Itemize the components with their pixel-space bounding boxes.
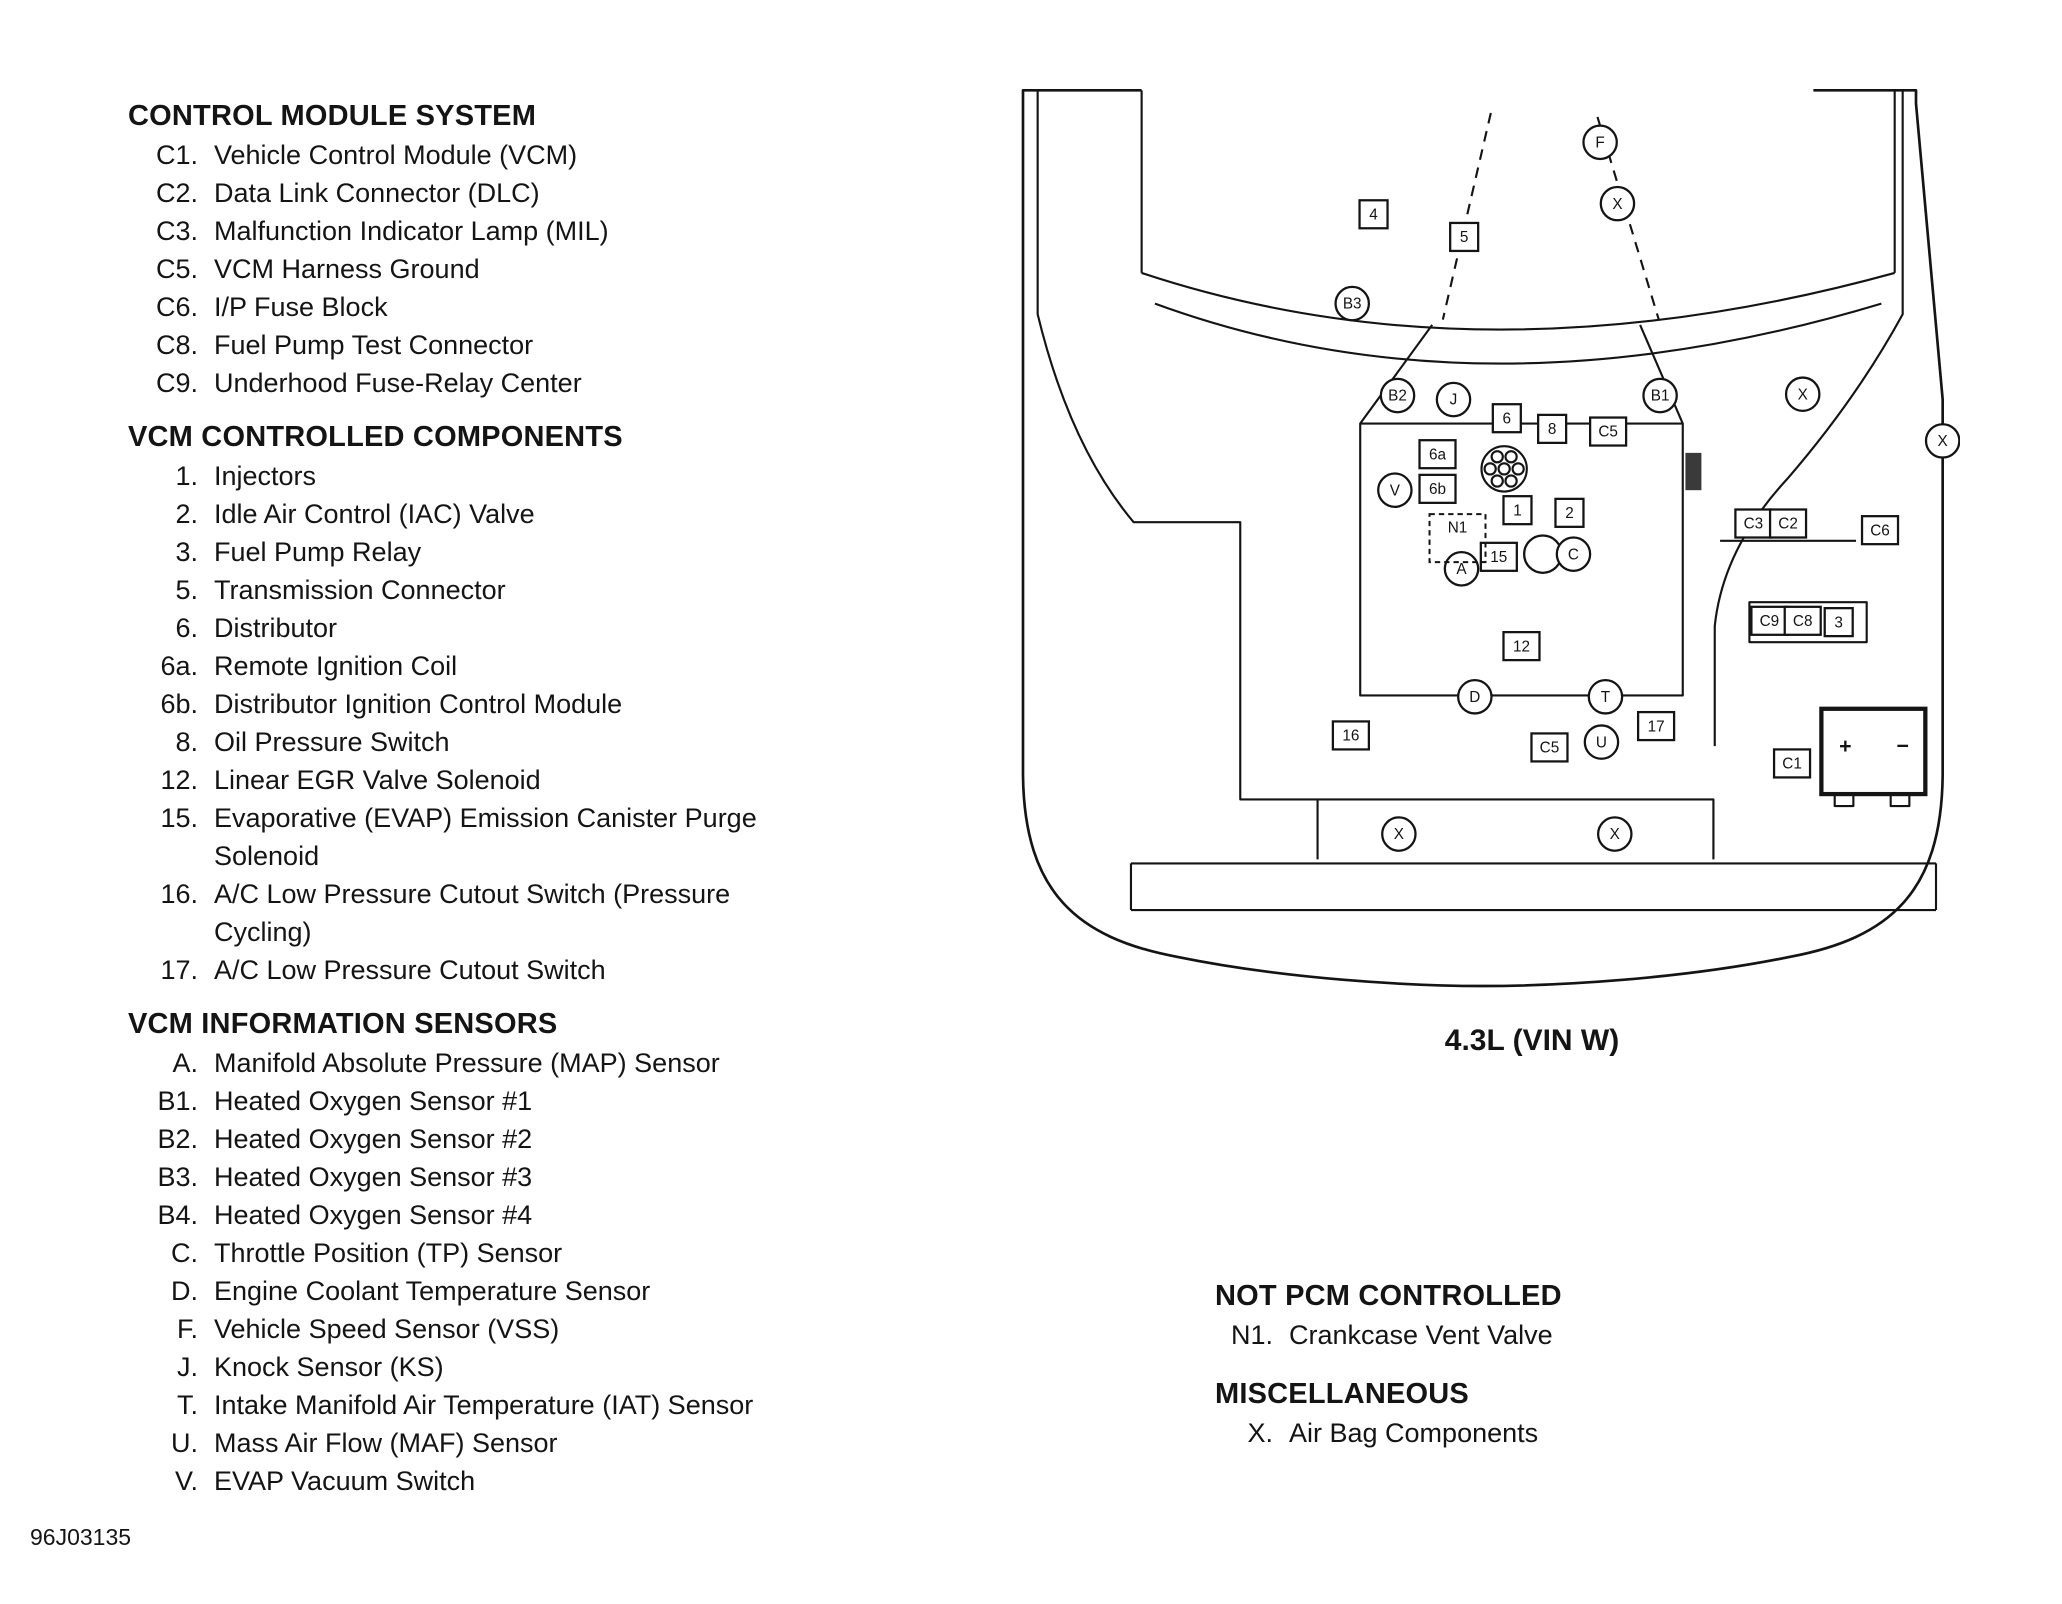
legend-item (1215, 1414, 1915, 1452)
callout-label: C1 (1782, 755, 1802, 773)
legend-item (128, 1348, 918, 1386)
battery-plus-terminal: + (1839, 734, 1852, 759)
item-label: B3. (157, 1162, 198, 1192)
item-label: C9. (155, 368, 198, 398)
legend-item (128, 1234, 918, 1272)
item-label: A. (172, 1048, 198, 1078)
callout-label: B2 (1388, 387, 1407, 405)
legend-item (1215, 1316, 1915, 1354)
legend-item (128, 250, 918, 288)
legend (128, 96, 918, 1500)
battery (1821, 709, 1925, 806)
section-title: MISCELLANEOUS (1215, 1378, 1469, 1410)
item-text: Distributor Ignition Control Module (214, 689, 623, 719)
legend-item (128, 951, 918, 989)
legend-item (128, 799, 918, 875)
legend-item (128, 1120, 918, 1158)
callout-label: C5 (1598, 423, 1618, 441)
callout-label: C8 (1792, 612, 1813, 630)
item-text: Fuel Pump Test Connector (214, 330, 534, 360)
callout-label: J (1449, 391, 1458, 409)
section (128, 96, 918, 402)
item-label: 15. (160, 803, 198, 833)
item-label: V. (174, 1466, 198, 1496)
section (1215, 1276, 1915, 1354)
callout-label: V (1389, 482, 1400, 500)
item-label: C. (171, 1238, 198, 1268)
legend-item (128, 457, 918, 495)
item-text: Malfunction Indicator Lamp (MIL) (214, 216, 609, 246)
section-title: NOT PCM CONTROLLED (1215, 1280, 1562, 1312)
section (128, 1004, 918, 1500)
callout-label: C9 (1759, 612, 1780, 630)
item-text: Evaporative (EVAP) Emission Canister Purge Solenoid (214, 803, 757, 871)
item-label: 6a. (160, 651, 198, 681)
callout-label: C (1567, 546, 1579, 564)
legend-item (128, 1272, 918, 1310)
callout-label: B3 (1342, 295, 1362, 313)
callout-label: A (1456, 560, 1467, 578)
legend-item (128, 364, 918, 402)
cowl-arc-lower (1155, 304, 1881, 364)
fan-shroud (1318, 799, 1714, 859)
item-text: Underhood Fuse-Relay Center (214, 368, 582, 398)
item-text: A/C Low Pressure Cutout Switch (214, 955, 606, 985)
legend-item (128, 875, 918, 951)
callout-label: N1 (1447, 519, 1468, 537)
callout-label: X (1937, 433, 1948, 451)
callout-label: 17 (1647, 718, 1665, 736)
callout-label: C2 (1778, 515, 1798, 533)
item-label: 12. (160, 765, 198, 795)
item-label: X. (1247, 1418, 1273, 1448)
item-text: I/P Fuse Block (214, 292, 388, 322)
legend-item (128, 1044, 918, 1082)
callout-label: B1 (1650, 387, 1670, 405)
diagram-caption: 4.3L (VIN W) (1444, 1024, 1620, 1057)
legend-item (128, 495, 918, 533)
section (1215, 1374, 1915, 1452)
item-label: 6b. (160, 689, 198, 719)
legend-item (128, 1158, 918, 1196)
item-text: Intake Manifold Air Temperature (IAT) Sensor (214, 1390, 754, 1420)
item-text: Fuel Pump Relay (214, 537, 422, 567)
legend-item (128, 723, 918, 761)
item-label: B2. (157, 1124, 198, 1154)
item-label: 6. (175, 613, 198, 643)
item-text: Idle Air Control (IAC) Valve (214, 499, 535, 529)
item-text: Manifold Absolute Pressure (MAP) Sensor (214, 1048, 720, 1078)
legend-item (128, 609, 918, 647)
item-text: Transmission Connector (214, 575, 506, 605)
callout-label: X (1612, 195, 1623, 213)
item-label: B4. (157, 1200, 198, 1230)
callout-label: 3 (1834, 614, 1843, 632)
cowl-arc-upper (1142, 273, 1895, 330)
item-text: Heated Oxygen Sensor #3 (214, 1162, 533, 1192)
legend-item (128, 761, 918, 799)
section (128, 417, 918, 989)
item-text: Engine Coolant Temperature Sensor (214, 1276, 651, 1306)
callout-label: X (1797, 386, 1808, 404)
callout-label: 5 (1459, 229, 1469, 247)
item-label: C2. (155, 178, 198, 208)
item-label: N1. (1230, 1320, 1273, 1350)
item-text: Oil Pressure Switch (214, 727, 450, 757)
callout-label: F (1595, 134, 1605, 152)
callout-label: 6 (1502, 410, 1512, 428)
item-label: 2. (175, 499, 198, 529)
item-label: 16. (160, 879, 198, 909)
callout-label: X (1393, 826, 1404, 844)
callout-label: T (1600, 688, 1611, 706)
legend-item (128, 1082, 918, 1120)
item-label: B1. (157, 1086, 198, 1116)
legend-item (128, 174, 918, 212)
callout-label: 16 (1342, 727, 1360, 745)
item-text: Heated Oxygen Sensor #2 (214, 1124, 533, 1154)
legend-item (128, 1196, 918, 1234)
item-text: Data Link Connector (DLC) (214, 178, 540, 208)
legend-item (128, 326, 918, 364)
item-label: 1. (175, 461, 198, 491)
callout-label: 2 (1565, 505, 1574, 523)
item-text: Injectors (214, 461, 317, 491)
section-title: VCM INFORMATION SENSORS (128, 1008, 558, 1040)
item-label: 17. (160, 955, 198, 985)
item-label: F. (176, 1314, 198, 1344)
item-label: D. (171, 1276, 198, 1306)
item-text: Linear EGR Valve Solenoid (214, 765, 541, 795)
callout-label: U (1595, 734, 1607, 752)
item-text: A/C Low Pressure Cutout Switch (Pressure Cycling) (214, 879, 731, 947)
figure-id: 96J03135 (30, 1524, 132, 1550)
legend-item (128, 1386, 918, 1424)
dashed-line-left (1443, 113, 1491, 320)
item-label: C3. (155, 216, 198, 246)
callout-label: 6b (1428, 481, 1447, 499)
callout-label: 6a (1428, 446, 1447, 464)
item-text: Air Bag Components (1289, 1418, 1539, 1448)
item-label: J. (176, 1352, 198, 1382)
item-label: T. (176, 1390, 198, 1420)
item-label: 8. (175, 727, 198, 757)
callout-label: 12 (1512, 638, 1531, 656)
notes (1215, 1276, 1915, 1452)
callout-label: X (1609, 826, 1620, 844)
callout-label: 4 (1369, 206, 1378, 224)
item-label: C6. (155, 292, 198, 322)
item-text: Heated Oxygen Sensor #4 (214, 1200, 533, 1230)
distributor-cap (1482, 446, 1527, 491)
item-text: Vehicle Control Module (VCM) (214, 140, 578, 170)
item-text: Remote Ignition Coil (214, 651, 458, 681)
item-text: Heated Oxygen Sensor #1 (214, 1086, 533, 1116)
item-text: Mass Air Flow (MAF) Sensor (214, 1428, 558, 1458)
section-title: VCM CONTROLLED COMPONENTS (128, 421, 623, 453)
item-text: VCM Harness Ground (214, 254, 480, 284)
item-text: Throttle Position (TP) Sensor (214, 1238, 563, 1268)
legend-item (128, 647, 918, 685)
item-text: Crankcase Vent Valve (1289, 1320, 1553, 1350)
callout-label: 15 (1490, 548, 1508, 566)
right-inner-fender (1715, 90, 1903, 746)
item-text: Distributor (214, 613, 338, 643)
legend-item (128, 533, 918, 571)
item-text: EVAP Vacuum Switch (214, 1466, 476, 1496)
legend-item (128, 1462, 918, 1500)
legend-item (128, 288, 918, 326)
item-label: C1. (155, 140, 198, 170)
callout-label: D (1469, 688, 1481, 706)
radiator-support (1131, 863, 1936, 910)
item-text: Vehicle Speed Sensor (VSS) (214, 1314, 560, 1344)
section-title: CONTROL MODULE SYSTEM (128, 100, 537, 132)
callout-label: C6 (1870, 522, 1890, 540)
callout-label: 8 (1547, 421, 1557, 439)
item-label: C8. (155, 330, 198, 360)
legend-item (128, 136, 918, 174)
item-label: 5. (175, 575, 198, 605)
battery-minus-terminal: − (1896, 734, 1909, 759)
legend-item (128, 212, 918, 250)
item-label: C5. (155, 254, 198, 284)
left-inner-fender (1038, 90, 1318, 859)
callout-label: C5 (1539, 739, 1560, 757)
callout-label: 1 (1513, 502, 1522, 520)
legend-item (128, 571, 918, 609)
item-label: 3. (175, 537, 198, 567)
legend-item (128, 1310, 918, 1348)
callout-label: C3 (1743, 515, 1764, 533)
engine-diagram (1007, 73, 1960, 1006)
legend-item (128, 1424, 918, 1462)
item-label: U. (171, 1428, 198, 1458)
item-text: Knock Sensor (KS) (214, 1352, 444, 1382)
hatch-mark (1685, 453, 1701, 490)
legend-item (128, 685, 918, 723)
